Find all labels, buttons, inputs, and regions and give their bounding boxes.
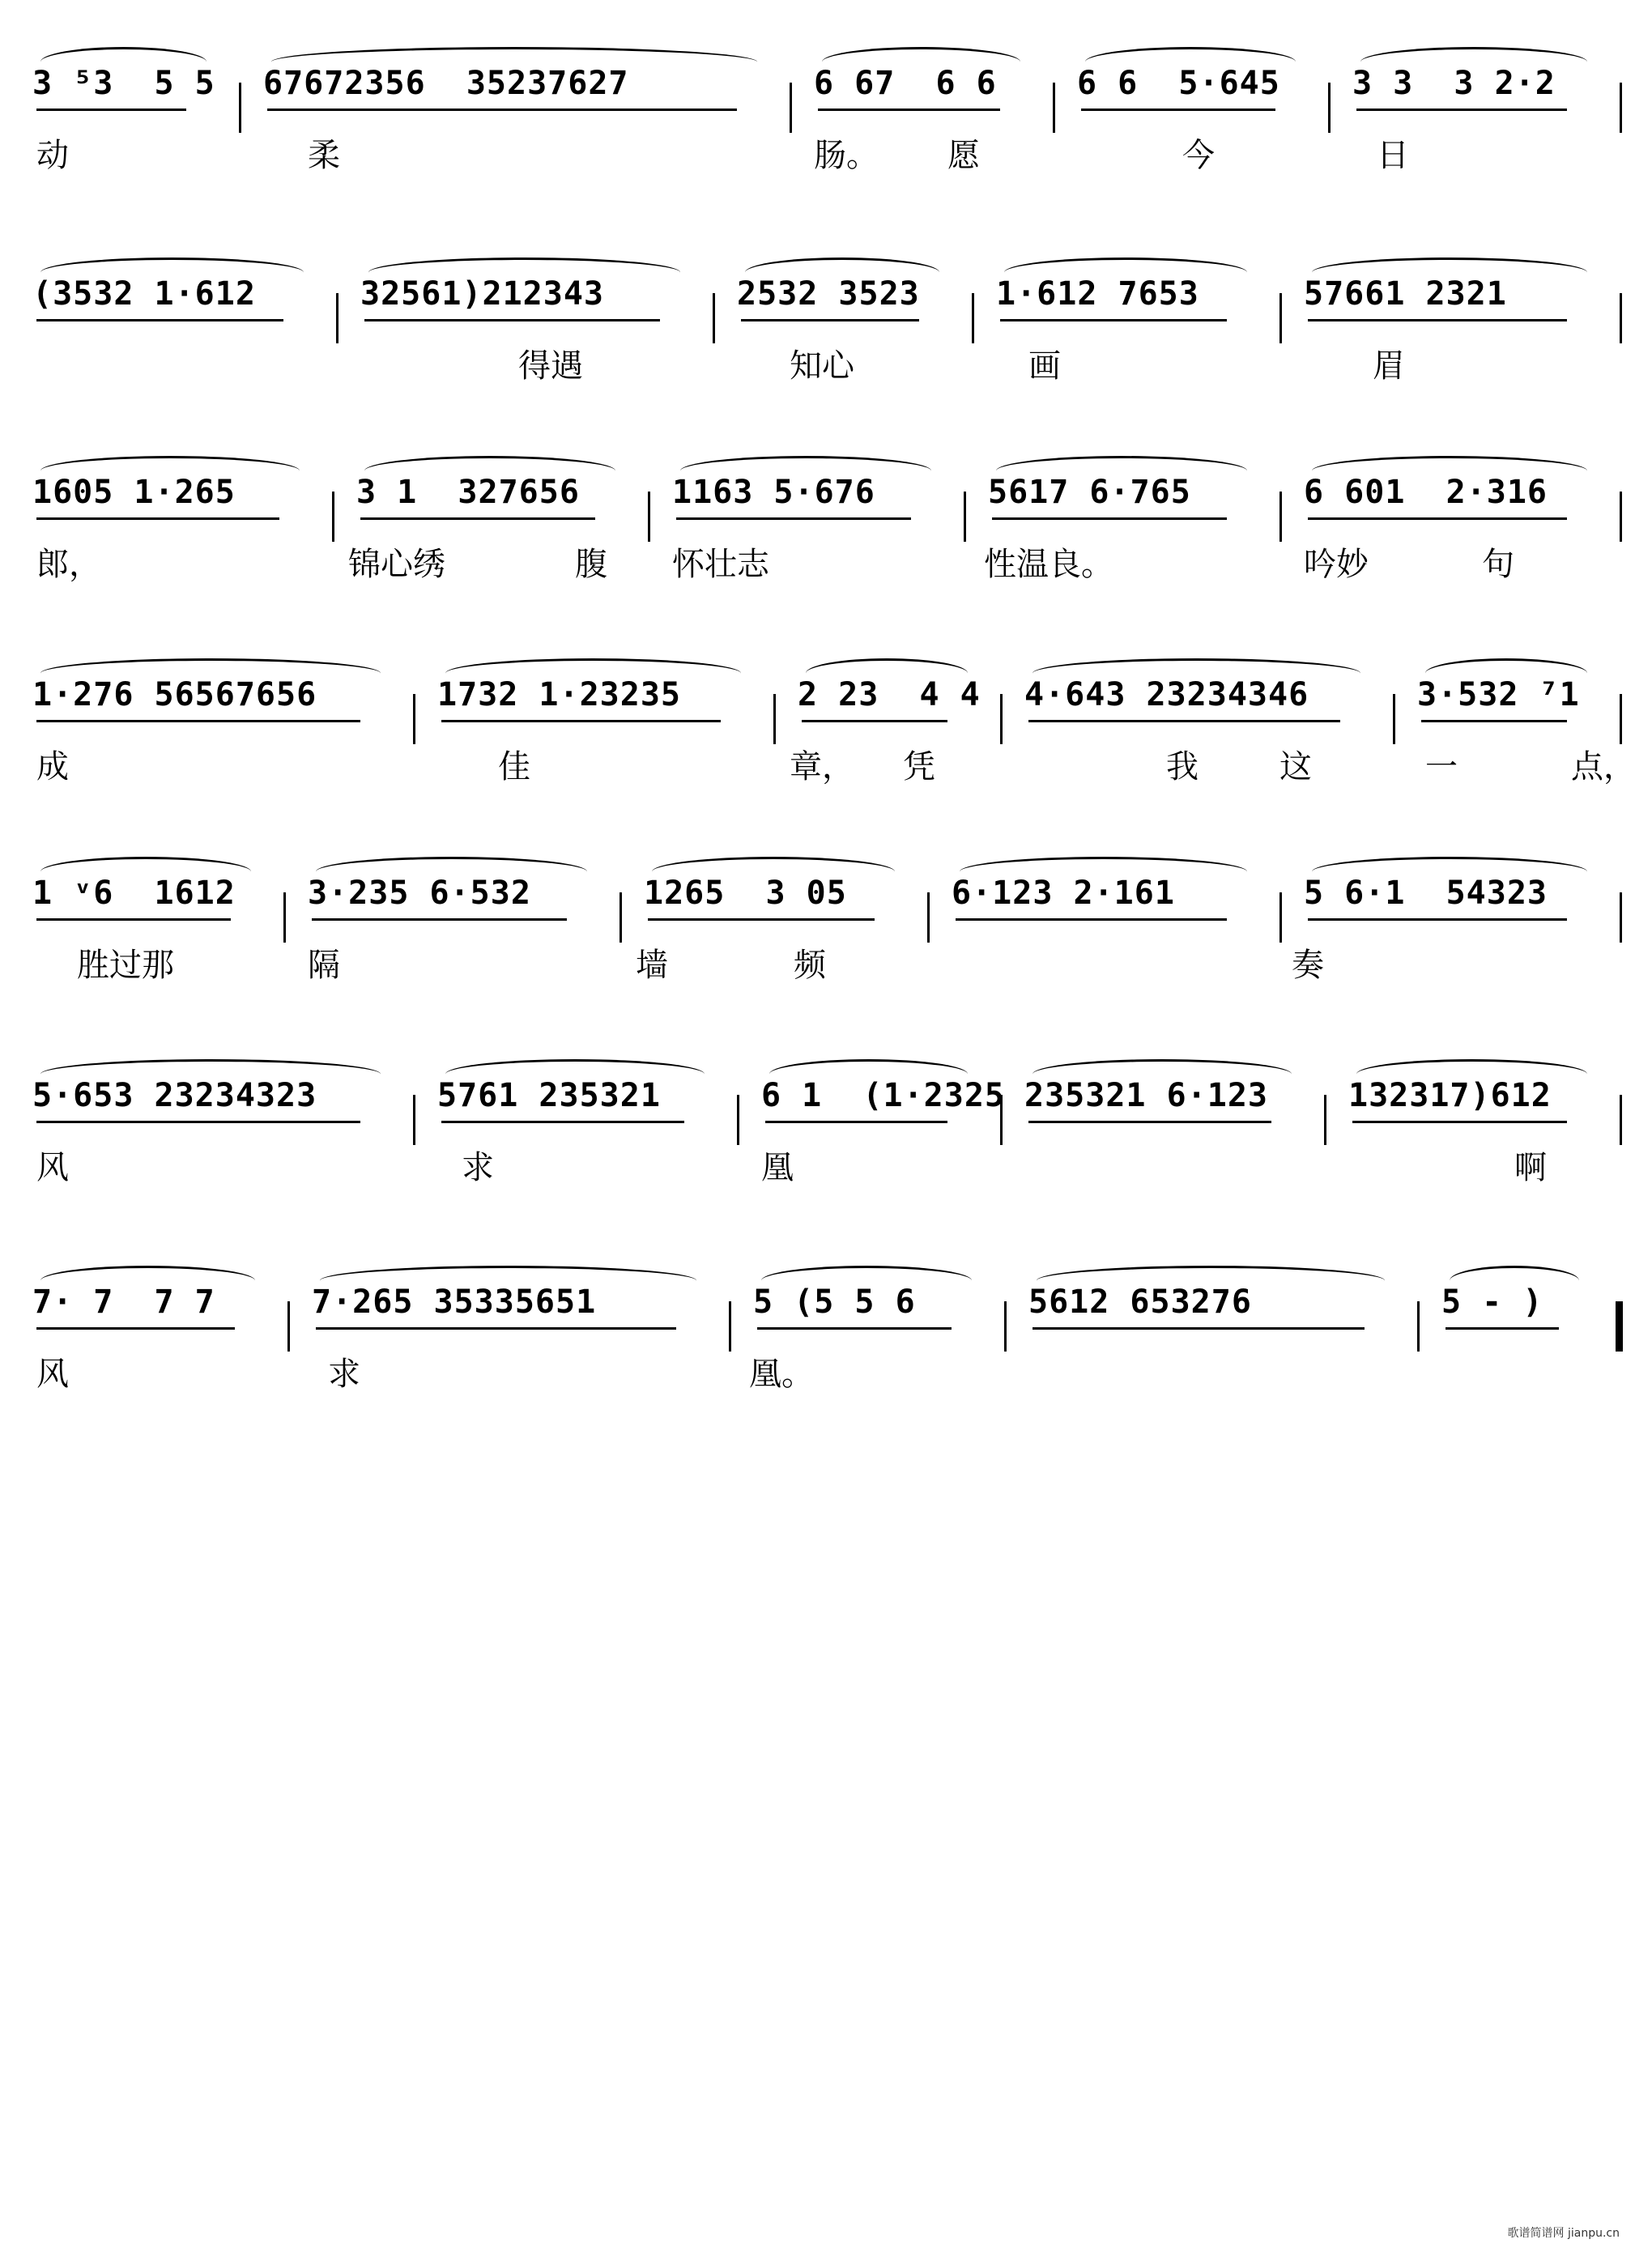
- measure-notes: 235321 6·123: [1024, 1077, 1268, 1114]
- measure-notes: 3·235 6·532: [308, 875, 531, 912]
- duration-underline: [1032, 1327, 1365, 1330]
- bar-line: [413, 1095, 415, 1145]
- bar-line: [332, 492, 334, 542]
- measure-notes: (3532 1·612: [32, 275, 256, 313]
- duration-underline: [36, 319, 283, 321]
- bar-line: [283, 892, 286, 943]
- slur-mark: [40, 1266, 255, 1296]
- bar-line: [1620, 892, 1622, 943]
- measure-notes: 3 1 327656: [356, 474, 580, 511]
- lyric-word: 日: [1377, 137, 1409, 174]
- score-system: [0, 32, 1652, 231]
- duration-underline: [360, 517, 595, 520]
- bar-line: [1279, 293, 1282, 343]
- lyric-word: 求: [328, 1356, 360, 1393]
- notation-line: [32, 32, 1620, 121]
- duration-underline: [802, 720, 947, 722]
- bar-line: [729, 1301, 731, 1352]
- slur-mark: [1425, 658, 1587, 688]
- slur-mark: [1450, 1266, 1579, 1296]
- measure-notes: 3·532 ⁷1: [1417, 676, 1580, 713]
- slur-mark: [1004, 258, 1247, 287]
- slur-mark: [316, 857, 587, 887]
- measure-notes: 1·612 7653: [996, 275, 1199, 313]
- bar-line: [287, 1301, 290, 1352]
- measure-notes: 5·653 23234323: [32, 1077, 317, 1114]
- bar-line: [1324, 1095, 1326, 1145]
- slur-mark: [680, 456, 931, 486]
- lyrics-line: [32, 130, 1620, 178]
- notation-line: [32, 644, 1620, 733]
- lyric-word: 墙: [636, 947, 668, 984]
- lyric-word: 啊: [1514, 1149, 1547, 1186]
- slur-mark: [806, 658, 968, 688]
- lyric-word: 胜过那: [77, 947, 174, 984]
- lyric-word: 眉: [1373, 347, 1405, 385]
- bar-line: [713, 293, 715, 343]
- duration-underline: [818, 109, 1000, 111]
- bar-line: [1620, 83, 1622, 133]
- duration-underline: [441, 720, 721, 722]
- bar-line: [239, 83, 241, 133]
- bar-line: [790, 83, 792, 133]
- slur-mark: [40, 1059, 381, 1089]
- slur-mark: [364, 456, 615, 486]
- lyric-word: 句: [1482, 546, 1514, 583]
- lyric-word: 求: [462, 1149, 494, 1186]
- bar-line: [1620, 293, 1622, 343]
- bar-line: [1417, 1301, 1420, 1352]
- lyric-word: 章，: [790, 748, 854, 785]
- measure-notes: 6 1 (1·2325: [761, 1077, 1005, 1114]
- measure-notes: 5617 6·765: [988, 474, 1191, 511]
- duration-underline: [992, 517, 1227, 520]
- lyric-word: 频: [794, 947, 826, 984]
- measure-notes: 5612 653276: [1028, 1284, 1252, 1321]
- watermark: 歌谱简谱网 jianpu.cn: [1507, 2227, 1620, 2240]
- lyric-word: 我: [1166, 748, 1199, 785]
- measure-notes: 3 3 3 2·2: [1352, 65, 1556, 102]
- lyric-word: 风: [36, 1356, 69, 1393]
- slur-mark: [960, 857, 1247, 887]
- slur-mark: [1312, 258, 1587, 287]
- bar-line: [1053, 83, 1055, 133]
- lyric-word: 今: [1182, 137, 1215, 174]
- bar-line: [964, 492, 966, 542]
- score-system: [0, 842, 1652, 1041]
- duration-underline: [36, 720, 360, 722]
- measure-notes: 1·276 56567656: [32, 676, 317, 713]
- bar-line: [773, 694, 776, 744]
- lyric-word: 得遇: [518, 347, 583, 385]
- slur-mark: [368, 258, 680, 287]
- lyric-word: 动: [36, 137, 69, 174]
- slur-mark: [822, 47, 1020, 77]
- lyric-word: 凰。: [749, 1356, 814, 1393]
- bar-line: [1004, 1301, 1007, 1352]
- duration-underline: [1352, 1121, 1567, 1123]
- slur-mark: [1360, 47, 1587, 77]
- measure-notes: 1265 3 05: [644, 875, 847, 912]
- measure-notes: 3 ⁵3 5 5: [32, 65, 215, 102]
- lyric-word: 这: [1279, 748, 1312, 785]
- slur-mark: [40, 258, 304, 287]
- lyric-word: 佳: [498, 748, 530, 785]
- lyric-word: 柔: [308, 137, 340, 174]
- slur-mark: [1085, 47, 1296, 77]
- measure-notes: 5761 235321: [437, 1077, 661, 1114]
- lyric-word: 成: [36, 748, 69, 785]
- bar-line: [1279, 892, 1282, 943]
- lyric-word: 吟妙: [1304, 546, 1369, 583]
- measure-notes: 1732 1·23235: [437, 676, 681, 713]
- lyric-word: 凭: [903, 748, 935, 785]
- lyric-word: 画: [1028, 347, 1061, 385]
- duration-underline: [36, 1121, 360, 1123]
- slur-mark: [1037, 1266, 1385, 1296]
- slur-mark: [40, 47, 206, 77]
- score-system: [0, 644, 1652, 842]
- score-system: [0, 1045, 1652, 1243]
- measure-notes: 1163 5·676: [672, 474, 875, 511]
- duration-underline: [1028, 720, 1340, 722]
- slur-mark: [1312, 456, 1587, 486]
- measure-notes: 1605 1·265: [32, 474, 236, 511]
- duration-underline: [1028, 1121, 1271, 1123]
- lyric-word: 知心: [790, 347, 854, 385]
- measure-notes: 132317)612: [1348, 1077, 1552, 1114]
- lyric-word: 风: [36, 1149, 69, 1186]
- slur-mark: [40, 857, 251, 887]
- slur-mark: [40, 456, 300, 486]
- lyrics-line: [32, 1142, 1620, 1190]
- slur-mark: [320, 1266, 696, 1296]
- duration-underline: [1000, 319, 1227, 321]
- slur-mark: [445, 658, 741, 688]
- duration-underline: [765, 1121, 947, 1123]
- bar-line: [1393, 694, 1395, 744]
- duration-underline: [757, 1327, 952, 1330]
- duration-underline: [312, 918, 567, 921]
- slur-mark: [1032, 658, 1360, 688]
- bar-line: [1000, 694, 1003, 744]
- measure-notes: 7· 7 7 7: [32, 1284, 215, 1321]
- measure-notes: 32561)212343: [360, 275, 604, 313]
- measure-notes: 6 6 5·645: [1077, 65, 1280, 102]
- duration-underline: [1446, 1327, 1559, 1330]
- bar-line: [1328, 83, 1331, 133]
- bar-line: [413, 694, 415, 744]
- duration-underline: [1308, 517, 1567, 520]
- duration-underline: [1081, 109, 1275, 111]
- measure-notes: 6 601 2·316: [1304, 474, 1548, 511]
- score-system: [0, 441, 1652, 640]
- measure-notes: 2 23 4 4: [798, 676, 981, 713]
- duration-underline: [364, 319, 660, 321]
- bar-line: [336, 293, 338, 343]
- measure-notes: 6 67 6 6: [814, 65, 997, 102]
- notation-line: [32, 243, 1620, 332]
- slur-mark: [1356, 1059, 1587, 1089]
- measure-notes: 5 6·1 54323: [1304, 875, 1548, 912]
- lyric-word: 性温良。: [984, 546, 1113, 583]
- slur-mark: [745, 258, 939, 287]
- lyrics-line: [32, 539, 1620, 587]
- duration-underline: [267, 109, 737, 111]
- duration-underline: [36, 517, 279, 520]
- lyric-word: 凰: [761, 1149, 794, 1186]
- slur-mark: [40, 658, 381, 688]
- bar-line: [927, 892, 930, 943]
- measure-notes: 6·123 2·161: [952, 875, 1175, 912]
- measure-notes: 5 - ): [1441, 1284, 1543, 1321]
- duration-underline: [956, 918, 1227, 921]
- measure-notes: 4·643 23234346: [1024, 676, 1309, 713]
- measure-notes: 57661 2321: [1304, 275, 1507, 313]
- lyrics-line: [32, 340, 1620, 389]
- duration-underline: [1308, 319, 1567, 321]
- duration-underline: [1421, 720, 1567, 722]
- bar-line: [648, 492, 650, 542]
- duration-underline: [36, 109, 186, 111]
- bar-line: [620, 892, 622, 943]
- bar-line: [1279, 492, 1282, 542]
- lyrics-line: [32, 939, 1620, 988]
- notation-line: [32, 1251, 1620, 1340]
- lyric-word: 点，: [1571, 748, 1636, 785]
- duration-underline: [36, 918, 231, 921]
- slur-mark: [761, 1266, 972, 1296]
- bar-line: [1620, 1095, 1622, 1145]
- lyric-word: 一: [1425, 748, 1458, 785]
- lyrics-line: [32, 741, 1636, 790]
- measure-notes: 67672356 35237627: [263, 65, 629, 102]
- bar-line: [972, 293, 974, 343]
- duration-underline: [36, 1327, 235, 1330]
- slur-mark: [996, 456, 1247, 486]
- lyric-word: 郎，: [36, 546, 101, 583]
- measure-notes: 5 (5 5 6: [753, 1284, 916, 1321]
- lyric-word: 锦心绣: [348, 546, 445, 583]
- lyrics-line: [32, 1348, 1620, 1397]
- bar-line: [737, 1095, 739, 1145]
- slur-mark: [1312, 857, 1587, 887]
- duration-underline: [676, 517, 911, 520]
- measure-notes: 2532 3523: [737, 275, 920, 313]
- duration-underline: [741, 319, 919, 321]
- duration-underline: [1308, 918, 1567, 921]
- measure-notes: 7·265 35335651: [312, 1284, 597, 1321]
- measure-notes: 1 ᵛ6 1612: [32, 875, 236, 912]
- final-bar-line: [1616, 1301, 1623, 1352]
- slur-mark: [271, 47, 757, 77]
- slur-mark: [652, 857, 895, 887]
- duration-underline: [1356, 109, 1567, 111]
- slur-mark: [1032, 1059, 1292, 1089]
- duration-underline: [316, 1327, 676, 1330]
- lyric-word: 怀壮志: [672, 546, 769, 583]
- notation-line: [32, 1045, 1620, 1134]
- slur-mark: [769, 1059, 968, 1089]
- bar-line: [1620, 492, 1622, 542]
- lyric-word: 愿: [947, 137, 980, 174]
- duration-underline: [648, 918, 875, 921]
- lyric-word: 肠。: [814, 137, 879, 174]
- slur-mark: [445, 1059, 705, 1089]
- lyric-word: 奏: [1292, 947, 1324, 984]
- score-system: [0, 243, 1652, 441]
- duration-underline: [441, 1121, 684, 1123]
- lyric-word: 隔: [308, 947, 340, 984]
- notation-line: [32, 441, 1620, 530]
- bar-line: [1620, 694, 1622, 744]
- lyric-word: 腹: [575, 546, 607, 583]
- notation-line: [32, 842, 1620, 931]
- score-system: [0, 1251, 1652, 1450]
